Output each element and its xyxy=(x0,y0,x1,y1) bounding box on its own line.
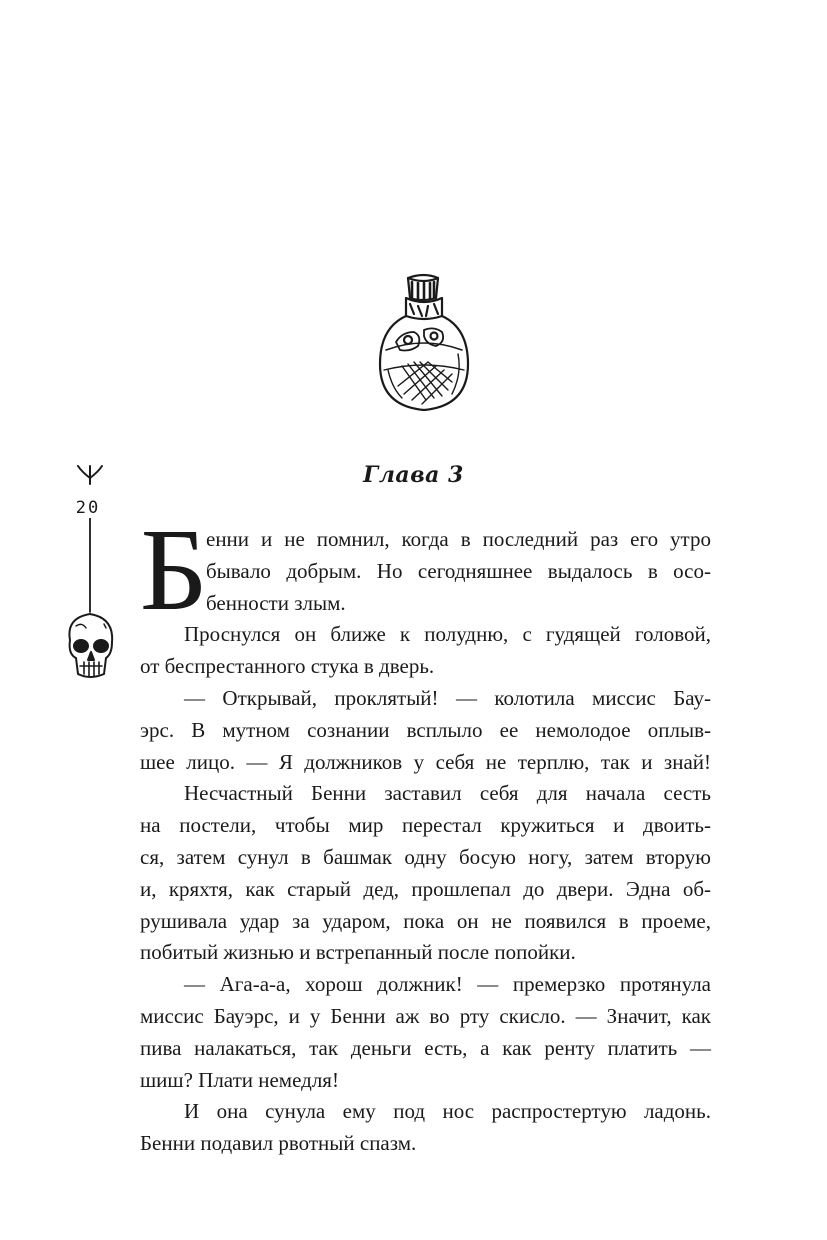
page-number: 20 xyxy=(60,498,116,518)
text-line: рушивала удар за ударом, пока он не появился в проеме, xyxy=(140,908,711,933)
text-line: — Открывай, проклятый! — колотила миссис Бау- xyxy=(184,685,711,710)
text-line: бенности злым. xyxy=(206,590,346,615)
paragraph-2 xyxy=(140,619,711,683)
paragraph-4 xyxy=(140,778,711,969)
text-line: от беспрестанного стука в дверь. xyxy=(140,654,435,679)
paragraph-3 xyxy=(140,683,711,778)
text-line: — Ага-а-а, хорош должник! — премерзко протянула xyxy=(184,972,711,997)
chapter-title: Глава 3 xyxy=(363,462,464,488)
text-line: побитый жизнью и встрепанный после попойки. xyxy=(140,940,576,965)
text-line: И она сунула ему под нос распростертую ладонь. xyxy=(184,1099,711,1124)
potion-bottle-icon xyxy=(372,270,476,420)
paragraph-6 xyxy=(140,1096,711,1160)
text-line: Несчастный Бенни заставил себя для начала сесть xyxy=(184,781,711,806)
text-line: на постели, чтобы мир перестал кружиться и двоить- xyxy=(140,813,711,838)
text-line: миссис Бауэрс, и у Бенни аж во рту скисло. — Значит, как xyxy=(140,1003,711,1028)
text-line: шиш? Плати немедля! xyxy=(140,1067,339,1092)
text-line: и, кряхтя, как старый дед, прошлепал до двери. Эдна об- xyxy=(140,876,711,901)
text-line: енни и не помнил, когда в последний раз его утро xyxy=(206,527,711,551)
body-text xyxy=(140,504,711,1160)
text-line: Проснулся он ближе к полудню, с гудящей головой, xyxy=(184,622,711,647)
drop-cap: Б xyxy=(140,504,208,635)
text-line: пива налакаться, так деньги есть, а как ренту платить — xyxy=(140,1035,711,1060)
text-line: бывало добрым. Но сегодняшнее выдалось в осо- xyxy=(206,558,711,583)
text-line: Бенни подавил рвотный спазм. xyxy=(140,1131,417,1156)
text-line: шее лицо. — Я должников у себя не терплю, так и знай! xyxy=(140,749,711,774)
paragraph-5 xyxy=(140,969,711,1096)
text-line: эрс. В мутном сознании всплыло ее немолодое оплыв- xyxy=(140,717,711,742)
text-line: ся, затем сунул в башмак одну босую ногу, затем вторую xyxy=(140,844,711,869)
